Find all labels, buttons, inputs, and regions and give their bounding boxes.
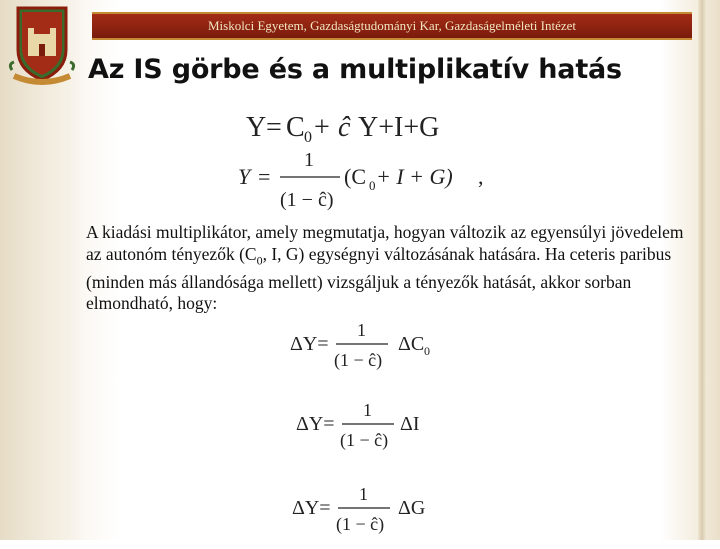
header-bar xyxy=(92,12,692,40)
eq2-comma: , xyxy=(478,164,484,189)
mult1-lhs: ΔY= xyxy=(290,333,329,355)
paragraph-sub: 0 xyxy=(256,253,263,267)
eq1-sub0: 0 xyxy=(304,129,312,146)
paragraph-part1: A kiadási multiplikátor, amely megmutatja, hogyan változik az egyensúlyi jövedelem az autonóm tényezők (C xyxy=(86,222,684,264)
eq2-y: Y xyxy=(238,164,251,189)
mult1-rhs-sub: 0 xyxy=(424,344,430,358)
mult3-num: 1 xyxy=(359,484,368,504)
multiplier-formula-g xyxy=(292,484,492,544)
consumption-formula-block xyxy=(238,108,506,213)
header-text: Miskolci Egyetem, Gazdaságtudományi Kar, Gazdaságelméleti Intézet xyxy=(207,18,577,33)
mult2-rhs: ΔI xyxy=(400,413,420,435)
mult3-den: (1 − ĉ) xyxy=(336,514,385,534)
mult1-den: (1 − ĉ) xyxy=(334,350,383,370)
mult2-lhs: ΔY= xyxy=(296,413,335,435)
multiplier-formula-c0 xyxy=(290,320,490,380)
slide-title: Az IS görbe és a multiplikatív hatás xyxy=(88,54,622,85)
eq2-num: 1 xyxy=(304,149,314,171)
equilibrium-equation xyxy=(246,112,439,146)
eq2-rest: + I + G) xyxy=(376,164,453,189)
equilibrium-income-formula xyxy=(238,149,484,211)
mult2-den: (1 − ĉ) xyxy=(340,430,389,450)
eq2-den: (1 − ĉ) xyxy=(280,189,334,211)
explanation-paragraph xyxy=(86,222,696,315)
eq1-rest: Y+I+G xyxy=(358,112,440,143)
eq2-sub0: 0 xyxy=(369,178,376,193)
eq1-chat: ĉ xyxy=(338,112,351,143)
eq1-c0: C xyxy=(286,112,305,143)
eq2-equals: = xyxy=(258,164,271,189)
mult2-num: 1 xyxy=(363,400,372,420)
mult3-rhs: ΔG xyxy=(398,497,426,519)
paragraph-part2: , I, G) egységnyi változásának hatására. Ha ceteris paribus (minden más állandósága mellett) vizsgáljuk a tényezők hatását, akkor sorban elmondható, hogy: xyxy=(86,243,672,313)
mult1-num: 1 xyxy=(357,320,366,340)
right-decor-stripe xyxy=(698,0,706,540)
mult1-rhs: ΔC xyxy=(398,333,425,355)
university-crest-icon xyxy=(4,4,80,92)
eq1-equals: = xyxy=(266,112,282,143)
eq2-paren: (C xyxy=(344,164,366,189)
multiplier-formula-i xyxy=(296,400,496,460)
mult3-lhs: ΔY= xyxy=(292,497,331,519)
eq1-plus: + xyxy=(314,112,330,143)
eq1-y: Y xyxy=(246,112,267,143)
